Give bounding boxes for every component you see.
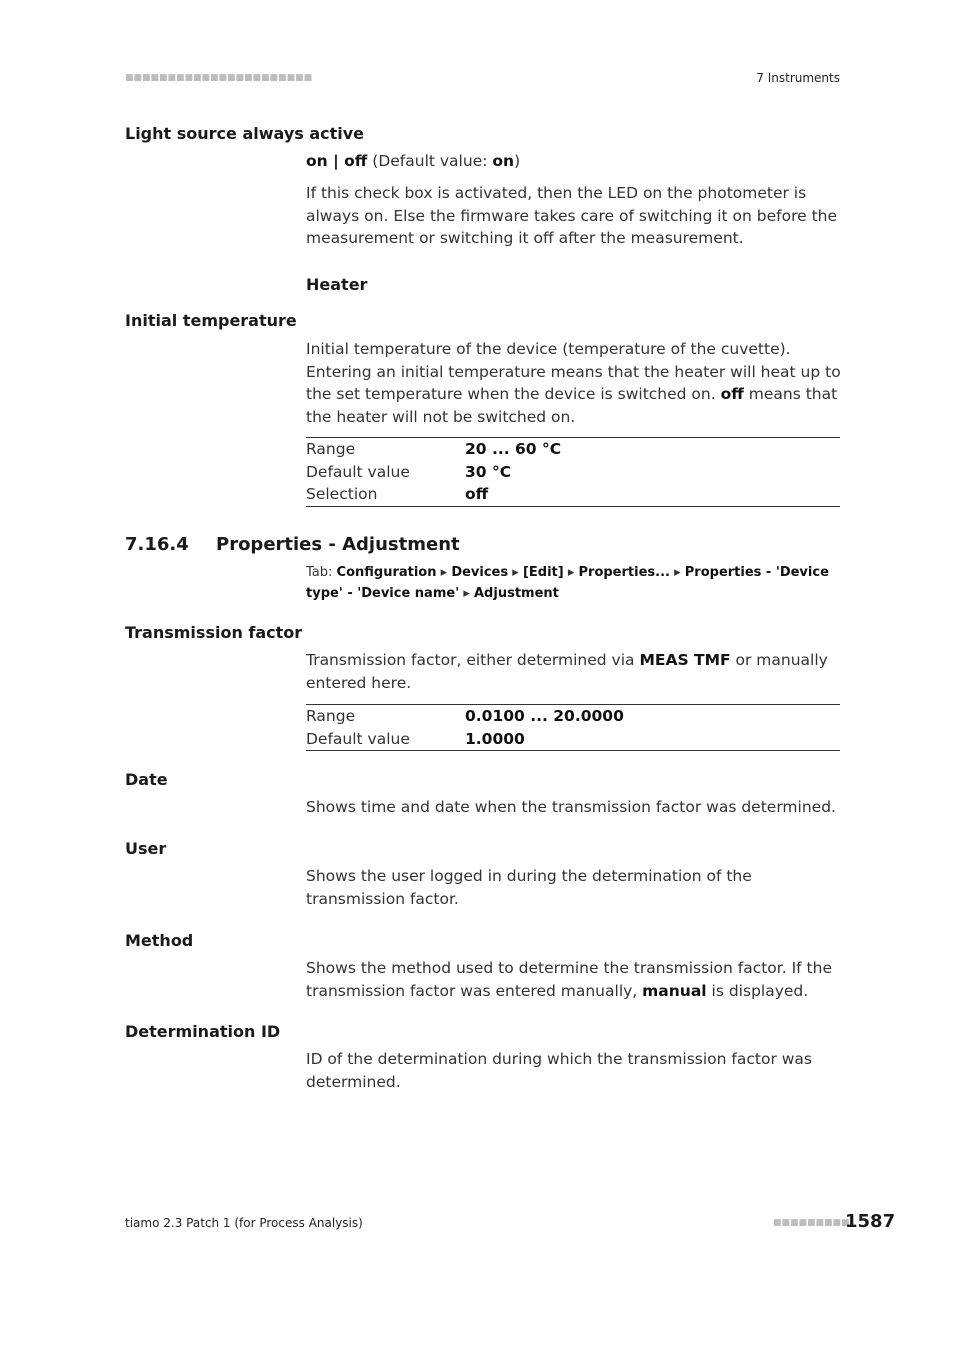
table-row: [306, 483, 840, 506]
table-value: 20 ... 60 °C: [465, 440, 562, 459]
desc-bold: MEAS TMF: [639, 651, 731, 669]
table-key: Selection: [306, 485, 378, 504]
desc-part2: means that the heater will not be switched on.: [306, 385, 838, 426]
initial-temperature-description: [306, 338, 842, 428]
table-key: Default value: [306, 462, 410, 481]
tab-path-devices: Devices: [451, 565, 509, 580]
tab-path-adjustment: Adjustment: [474, 586, 559, 601]
default-suffix: ): [514, 152, 521, 170]
section-title: Properties - Adjustment: [216, 534, 460, 555]
separator-icon: ▸: [463, 586, 470, 601]
desc-part1: Transmission factor, either determined via: [306, 651, 640, 669]
page-number: 1587: [845, 1211, 896, 1232]
table-key: Default value: [306, 729, 410, 748]
desc-part1: Initial temperature of the device (temperature of the cuvette). Entering an initial temperature means that the heater will heat up to the set temperature when the device is switched on.: [306, 340, 841, 403]
initial-temperature-table: [306, 437, 840, 507]
term-user: User: [125, 839, 167, 858]
desc-part2: is displayed.: [706, 981, 809, 1000]
tab-label: Tab:: [306, 565, 337, 580]
desc-part2: or manually entered here.: [306, 651, 828, 692]
date-description: Shows time and date when the transmission factor was determined.: [306, 798, 836, 816]
desc-bold: off: [720, 385, 744, 403]
chapter-title: 7 Instruments: [756, 71, 840, 85]
heater-heading: Heater: [306, 275, 368, 294]
desc-bold: manual: [642, 981, 707, 1000]
table-row: [306, 461, 840, 484]
options-text: on | off: [306, 152, 368, 170]
footer-decoration: ■■■■■■■■■: [773, 1218, 850, 1228]
section-number: 7.16.4: [125, 534, 189, 555]
term-date: Date: [125, 770, 168, 789]
method-description: [306, 957, 842, 1002]
separator-icon: ▸: [567, 565, 575, 580]
table-value: off: [465, 485, 489, 504]
table-key: Range: [306, 707, 356, 726]
separator-icon: ▸: [674, 565, 681, 580]
tab-path-configuration: Configuration: [336, 565, 437, 580]
default-prefix: (Default value:: [372, 152, 493, 170]
light-source-default: [306, 150, 842, 173]
term-light-source: Light source always active: [125, 124, 365, 143]
header-decoration: ■■■■■■■■■■■■■■■■■■■■■■: [125, 73, 313, 83]
table-value: 1.0000: [465, 729, 525, 748]
separator-icon: ▸: [512, 565, 519, 580]
table-row: [306, 438, 840, 461]
tab-path-properties: Properties...: [578, 565, 670, 580]
determination-id-description: ID of the determination during which the transmission factor was determined.: [306, 1050, 813, 1091]
term-determination-id: Determination ID: [125, 1022, 281, 1041]
tab-path: [306, 562, 846, 604]
tab-path-edit: [Edit]: [522, 565, 564, 580]
default-value: on: [492, 152, 515, 170]
term-initial-temperature: Initial temperature: [125, 311, 297, 330]
table-value: 0.0100 ... 20.0000: [465, 707, 624, 726]
tab-path-properties-device: Properties - 'Device type' - 'Device name': [306, 565, 829, 601]
separator-icon: ▸: [440, 565, 448, 580]
term-transmission-factor: Transmission factor: [125, 623, 303, 642]
transmission-factor-table: [306, 704, 840, 751]
desc-part1: Shows the method used to determine the transmission factor. If the transmission factor was entered manually,: [306, 959, 832, 1000]
light-source-description: If this check box is activated, then the LED on the photometer is always on. Else the firmware takes care of switching it on before the measurement or switching it off after the measurement.: [306, 184, 838, 247]
term-method: Method: [125, 931, 194, 950]
table-key: Range: [306, 440, 356, 459]
table-value: 30 °C: [465, 462, 512, 481]
user-description: Shows the user logged in during the determination of the transmission factor.: [306, 867, 752, 908]
transmission-factor-description: [306, 649, 842, 694]
table-row: [306, 728, 840, 751]
table-row: [306, 705, 840, 728]
footer-product: tiamo 2.3 Patch 1 (for Process Analysis): [125, 1216, 363, 1230]
